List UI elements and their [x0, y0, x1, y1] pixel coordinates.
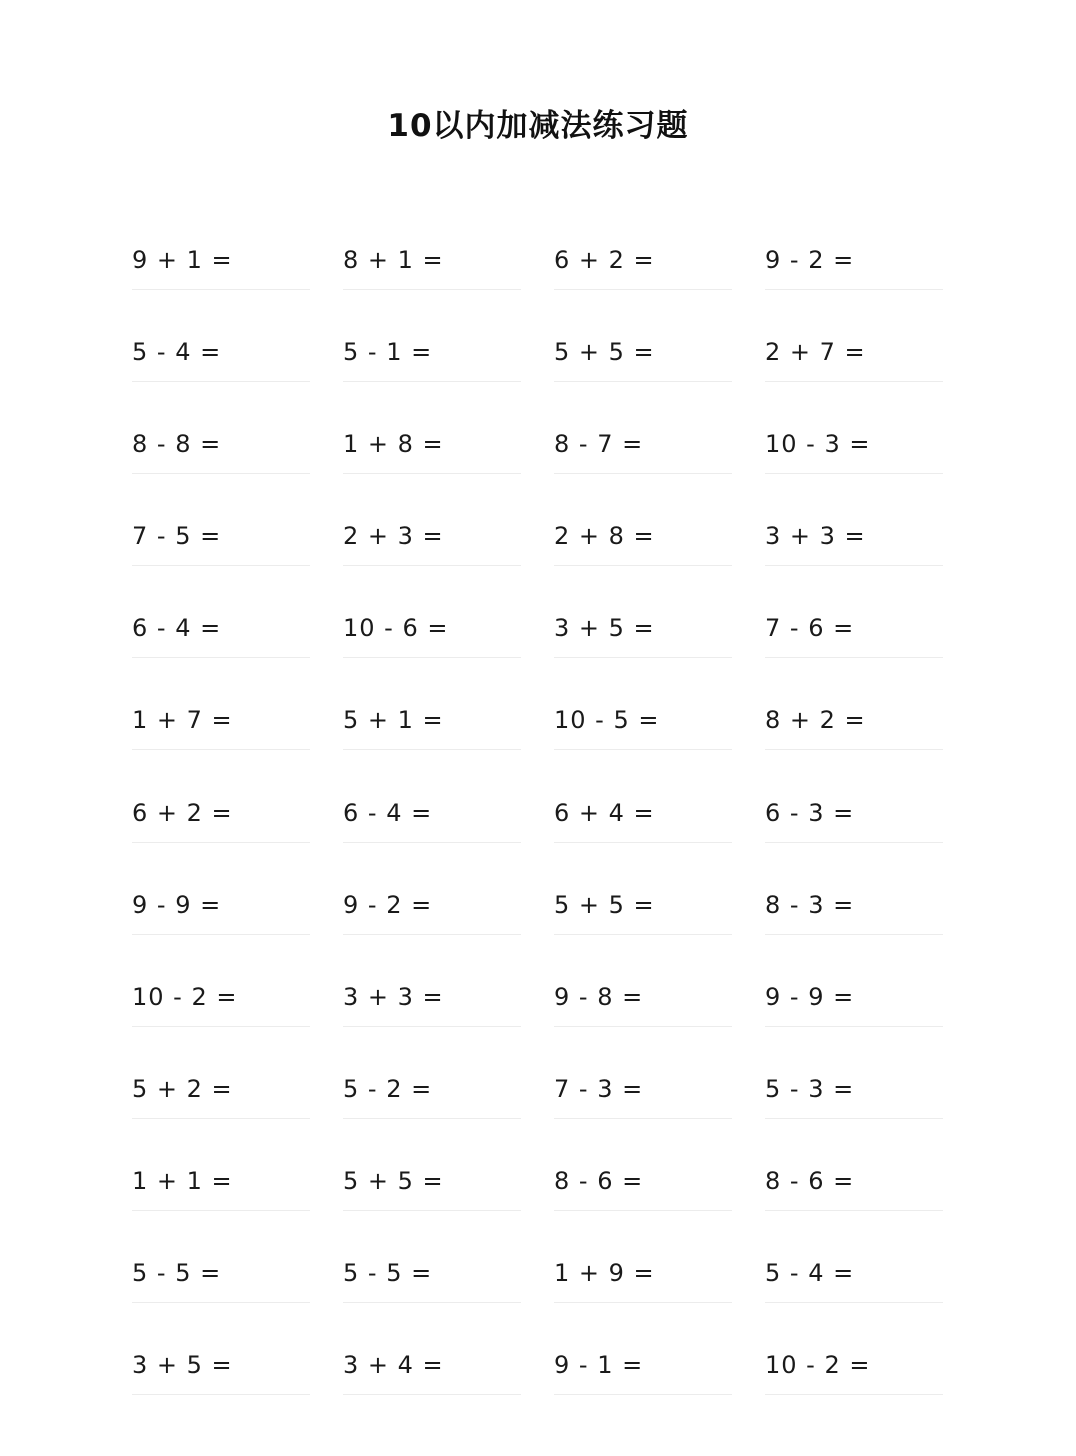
- answer-line[interactable]: [765, 785, 943, 843]
- problem-text: 5 + 2 =: [132, 1074, 233, 1103]
- problem-text: 5 + 5 =: [343, 1166, 444, 1195]
- problem-text: 7 - 5 =: [132, 522, 222, 551]
- answer-line[interactable]: [343, 324, 521, 382]
- answer-line[interactable]: [765, 324, 943, 382]
- answer-line[interactable]: [343, 692, 521, 750]
- answer-line[interactable]: [554, 877, 732, 935]
- problem-text: 1 + 1 =: [132, 1166, 233, 1195]
- problem-text: 9 - 1 =: [554, 1351, 644, 1380]
- problem-text: 6 - 4 =: [132, 614, 222, 643]
- problem-text: 8 + 1 =: [343, 246, 444, 274]
- problem-text: 8 - 7 =: [554, 430, 644, 459]
- answer-line[interactable]: [132, 785, 310, 843]
- problem-grid: [132, 232, 944, 1429]
- answer-line[interactable]: [554, 1337, 732, 1395]
- problem-text: 8 - 8 =: [132, 430, 222, 459]
- problem-text: 2 + 8 =: [554, 522, 655, 551]
- problem-row: [132, 785, 944, 877]
- problem-text: 5 - 1 =: [343, 338, 433, 367]
- answer-line[interactable]: [765, 969, 943, 1027]
- answer-line[interactable]: [343, 1061, 521, 1119]
- problem-text: 3 + 5 =: [132, 1351, 233, 1380]
- problem-row: [132, 324, 944, 416]
- answer-line[interactable]: [132, 1061, 310, 1119]
- problem-text: 6 + 2 =: [132, 798, 233, 827]
- answer-line[interactable]: [554, 1245, 732, 1303]
- problem-row: [132, 692, 944, 784]
- answer-line[interactable]: [765, 1337, 943, 1395]
- problem-text: 1 + 7 =: [132, 706, 233, 735]
- problem-text: 5 + 1 =: [343, 706, 444, 735]
- answer-line[interactable]: [132, 416, 310, 474]
- problem-text: 8 - 6 =: [554, 1166, 644, 1195]
- answer-line[interactable]: [765, 600, 943, 658]
- problem-row: [132, 1061, 944, 1153]
- answer-line[interactable]: [765, 1061, 943, 1119]
- problem-text: 6 - 3 =: [765, 798, 855, 827]
- problem-text: 10 - 2 =: [132, 982, 238, 1011]
- answer-line[interactable]: [132, 232, 310, 290]
- answer-line[interactable]: [765, 416, 943, 474]
- problem-row: [132, 969, 944, 1061]
- problem-text: 5 - 5 =: [132, 1259, 222, 1288]
- problem-text: 10 - 6 =: [343, 614, 449, 643]
- answer-line[interactable]: [132, 508, 310, 566]
- answer-line[interactable]: [554, 232, 732, 290]
- problem-row: [132, 508, 944, 600]
- answer-line[interactable]: [554, 1061, 732, 1119]
- page-title: 10以内加减法练习题: [387, 108, 689, 144]
- problem-text: 3 + 3 =: [343, 982, 444, 1011]
- problem-text: 5 - 5 =: [343, 1259, 433, 1288]
- answer-line[interactable]: [343, 1337, 521, 1395]
- problem-text: 6 + 4 =: [554, 798, 655, 827]
- problem-text: 10 - 2 =: [765, 1351, 871, 1380]
- problem-row: [132, 1245, 944, 1337]
- problem-text: 3 + 3 =: [765, 522, 866, 551]
- answer-line[interactable]: [554, 416, 732, 474]
- answer-line[interactable]: [132, 1153, 310, 1211]
- answer-line[interactable]: [132, 600, 310, 658]
- problem-text: 8 + 2 =: [765, 706, 866, 735]
- problem-text: 5 + 5 =: [554, 338, 655, 367]
- problem-row: [132, 1153, 944, 1245]
- answer-line[interactable]: [554, 692, 732, 750]
- problem-text: 9 - 2 =: [765, 246, 855, 274]
- problem-text: 9 - 9 =: [132, 890, 222, 919]
- answer-line[interactable]: [554, 600, 732, 658]
- problem-text: 8 - 6 =: [765, 1166, 855, 1195]
- problem-text: 6 + 2 =: [554, 246, 655, 274]
- problem-text: 5 - 4 =: [132, 338, 222, 367]
- answer-line[interactable]: [343, 785, 521, 843]
- problem-text: 10 - 5 =: [554, 706, 660, 735]
- answer-line[interactable]: [765, 1245, 943, 1303]
- answer-line[interactable]: [765, 1153, 943, 1211]
- answer-line[interactable]: [765, 508, 943, 566]
- problem-row: [132, 1337, 944, 1429]
- answer-line[interactable]: [343, 877, 521, 935]
- answer-line[interactable]: [343, 416, 521, 474]
- problem-text: 7 - 3 =: [554, 1074, 644, 1103]
- answer-line[interactable]: [554, 324, 732, 382]
- answer-line[interactable]: [132, 1245, 310, 1303]
- problem-text: 2 + 7 =: [765, 338, 866, 367]
- answer-line[interactable]: [132, 1337, 310, 1395]
- answer-line[interactable]: [554, 785, 732, 843]
- problem-row: [132, 416, 944, 508]
- problem-text: 3 + 5 =: [554, 614, 655, 643]
- answer-line[interactable]: [343, 969, 521, 1027]
- problem-row: [132, 600, 944, 692]
- answer-line[interactable]: [343, 1245, 521, 1303]
- problem-text: 6 - 4 =: [343, 798, 433, 827]
- answer-line[interactable]: [343, 232, 521, 290]
- problem-text: 3 + 4 =: [343, 1351, 444, 1380]
- problem-row: [132, 232, 944, 324]
- answer-line[interactable]: [765, 692, 943, 750]
- problem-text: 9 - 8 =: [554, 982, 644, 1011]
- problem-text: 5 - 2 =: [343, 1074, 433, 1103]
- answer-line[interactable]: [343, 508, 521, 566]
- problem-text: 10 - 3 =: [765, 430, 871, 459]
- answer-line[interactable]: [554, 969, 732, 1027]
- problem-text: 5 - 4 =: [765, 1259, 855, 1288]
- answer-line[interactable]: [343, 1153, 521, 1211]
- answer-line[interactable]: [132, 877, 310, 935]
- problem-text: 5 + 5 =: [554, 890, 655, 919]
- problem-text: 2 + 3 =: [343, 522, 444, 551]
- answer-line[interactable]: [132, 324, 310, 382]
- answer-line[interactable]: [132, 969, 310, 1027]
- problem-text: 7 - 6 =: [765, 614, 855, 643]
- problem-row: [132, 877, 944, 969]
- problem-text: 9 - 9 =: [765, 982, 855, 1011]
- answer-line[interactable]: [765, 877, 943, 935]
- problem-text: 5 - 3 =: [765, 1074, 855, 1103]
- answer-line[interactable]: [343, 600, 521, 658]
- problem-text: 1 + 9 =: [554, 1259, 655, 1288]
- answer-line[interactable]: [554, 1153, 732, 1211]
- problem-text: 9 - 2 =: [343, 890, 433, 919]
- answer-line[interactable]: [765, 232, 943, 290]
- answer-line[interactable]: [132, 692, 310, 750]
- problem-text: 8 - 3 =: [765, 890, 855, 919]
- answer-line[interactable]: [554, 508, 732, 566]
- problem-text: 1 + 8 =: [343, 430, 444, 459]
- problem-text: 9 + 1 =: [132, 246, 233, 274]
